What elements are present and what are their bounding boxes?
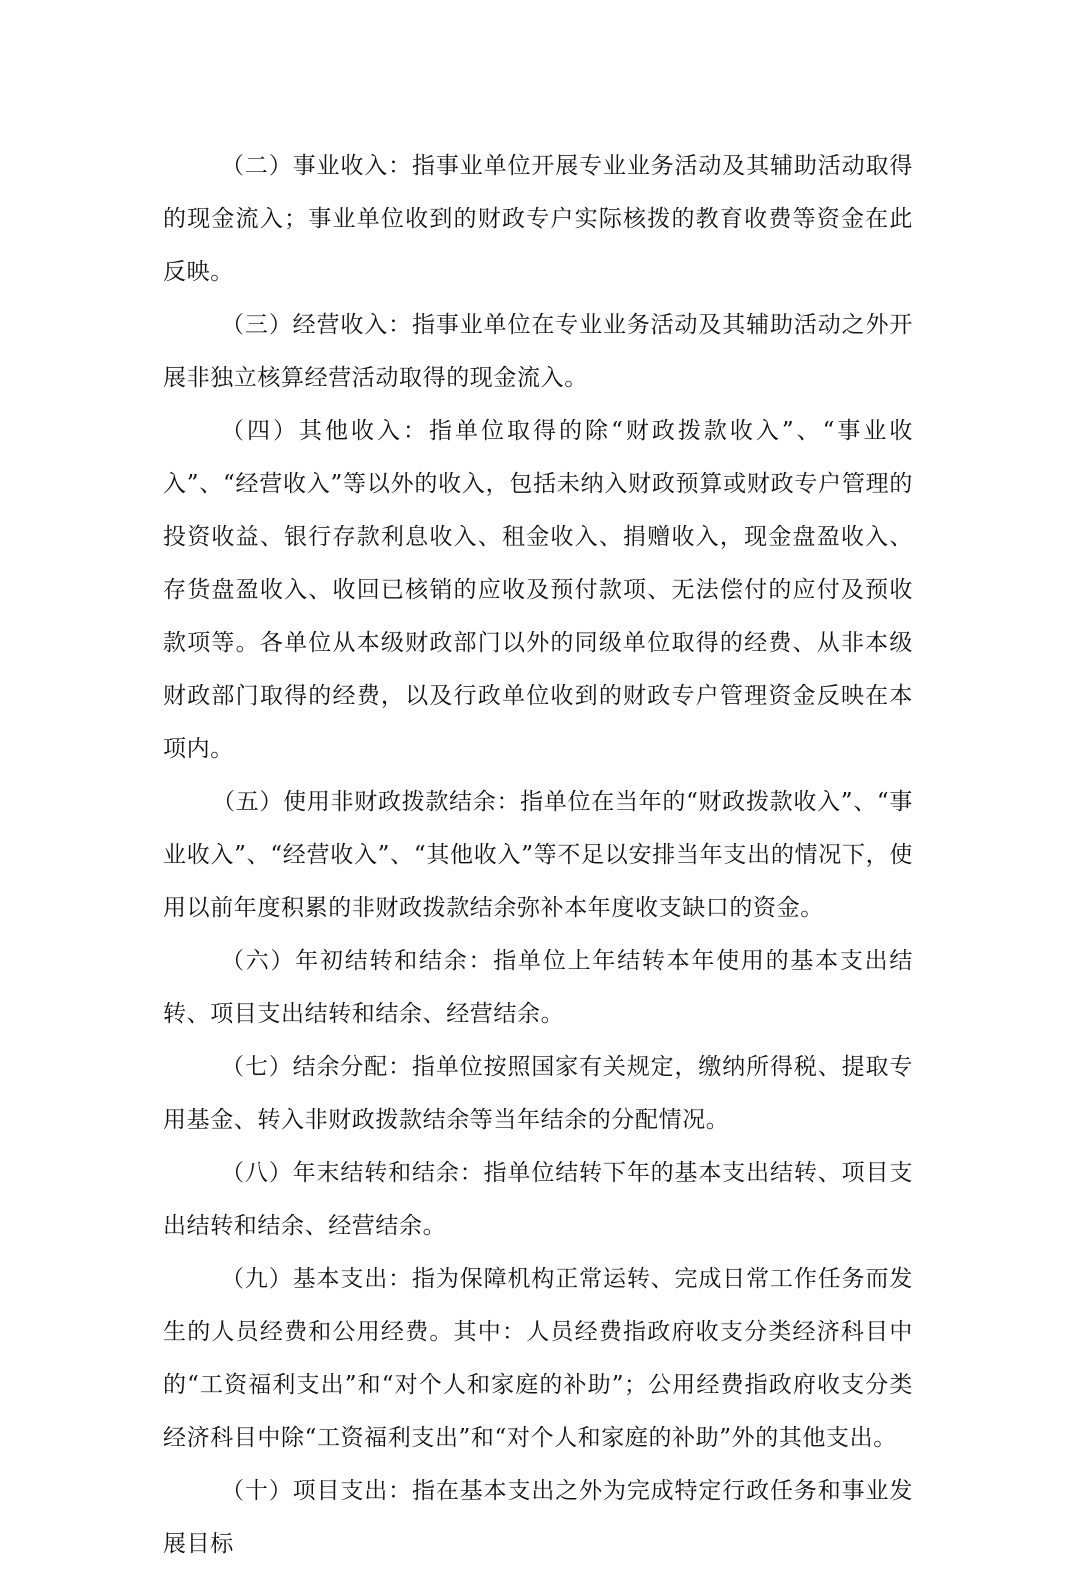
item-label: （六） [221, 948, 296, 974]
item-text: 事业收入：指事业单位开展专业业务活动及其辅助活动取得的现金流入；事业单位收到的财政专户实际核拨的教育收费等资金在此反映。 [163, 153, 913, 285]
item-label: （五） [212, 789, 284, 815]
item-text: 使用非财政拨款结余：指单位在当年的“财政拨款收入”、“事业收入”、“经营收入”、“其他收入”等不足以安排当年支出的情况下，使用以前年度积累的非财政拨款结余弥补本年度收支缺口的资金。 [163, 789, 913, 921]
paragraph-8-closing-carryover [163, 1147, 913, 1253]
item-text: 年初结转和结余：指单位上年结转本年使用的基本支出结转、项目支出结转和结余、经营结余。 [163, 948, 913, 1027]
paragraph-9-basic-expenditure [163, 1253, 913, 1465]
item-label: （四） [221, 418, 300, 444]
item-label: （二） [221, 153, 293, 179]
item-label: （九） [221, 1266, 293, 1292]
item-text: 项目支出：指在基本支出之外为完成特定行政任务和事业发展目标 [163, 1478, 913, 1557]
paragraph-5-non-fiscal-balance [163, 776, 913, 935]
item-label: （三） [221, 312, 293, 338]
item-text: 结余分配：指单位按照国家有关规定，缴纳所得税、提取专用基金、转入非财政拨款结余等当年结余的分配情况。 [163, 1054, 913, 1133]
item-label: （七） [221, 1054, 293, 1080]
paragraph-3-business-income [163, 299, 913, 405]
item-text: 其他收入：指单位取得的除“财政拨款收入”、“事业收入”、“经营收入”等以外的收入，包括未纳入财政预算或财政专户管理的投资收益、银行存款利息收入、租金收入、捐赠收入，现金盘盈收入、存货盘盈收入、收回已核销的应收及预付款项、无法偿付的应付及预收款项等。各单位从本级财政部门以外的同级单位取得的经费、从非本级财政部门取得的经费，以及行政单位收到的财政专户管理资金反映在本项内。 [163, 418, 913, 762]
item-label: （八） [221, 1160, 293, 1186]
paragraph-4-other-income [163, 405, 913, 776]
item-label: （十） [221, 1478, 293, 1504]
document-page [163, 140, 913, 1571]
item-text: 经营收入：指事业单位在专业业务活动及其辅助活动之外开展非独立核算经营活动取得的现金流入。 [163, 312, 913, 391]
paragraph-2-operating-income [163, 140, 913, 299]
paragraph-6-opening-carryover [163, 935, 913, 1041]
item-text: 年末结转和结余：指单位结转下年的基本支出结转、项目支出结转和结余、经营结余。 [163, 1160, 913, 1239]
item-text: 基本支出：指为保障机构正常运转、完成日常工作任务而发生的人员经费和公用经费。其中：人员经费指政府收支分类经济科目中的“工资福利支出”和“对个人和家庭的补助”；公用经费指政府收支分类经济科目中除“工资福利支出”和“对个人和家庭的补助”外的其他支出。 [163, 1266, 913, 1451]
paragraph-10-project-expenditure [163, 1465, 913, 1571]
paragraph-7-surplus-distribution [163, 1041, 913, 1147]
